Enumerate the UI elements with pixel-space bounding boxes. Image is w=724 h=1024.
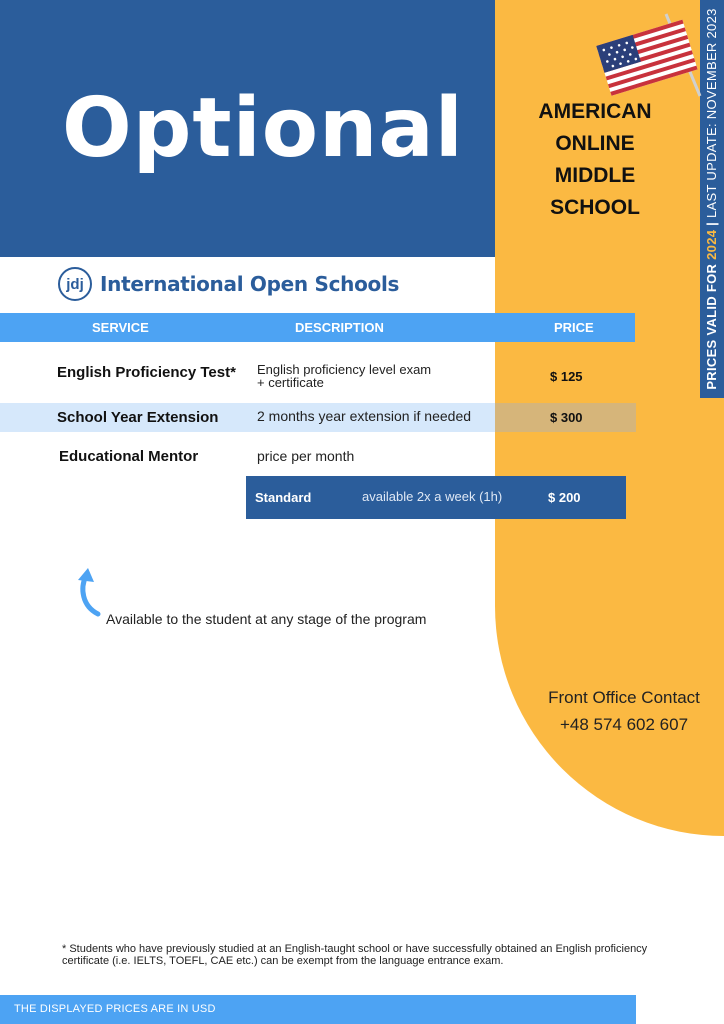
row-description: price per month — [257, 448, 355, 464]
availability-note: Available to the student at any stage of the program — [106, 611, 427, 627]
curved-arrow-icon — [74, 566, 104, 618]
row-description-line: + certificate — [257, 375, 324, 390]
row-service: Educational Mentor — [59, 448, 199, 465]
us-flag-icon — [596, 8, 702, 98]
column-header-service: SERVICE — [92, 320, 149, 335]
validity-text — [700, 0, 724, 398]
row-service: English Proficiency Test* — [57, 364, 236, 381]
mentor-standard-option — [246, 476, 626, 519]
option-name: Standard — [255, 490, 312, 505]
logo — [58, 264, 399, 304]
school-name-line: SCHOOL — [550, 196, 640, 219]
option-description: available 2x a week (1h) — [362, 489, 503, 504]
logo-text: International Open Schools — [100, 272, 400, 296]
school-name — [520, 96, 670, 224]
last-update-text: LAST UPDATE: NOVEMBER 2023 — [704, 8, 719, 218]
validity-year: 2024 — [704, 229, 719, 260]
validity-prefix: PRICES VALID FOR — [704, 259, 719, 390]
option-price: $ 200 — [548, 490, 581, 505]
row-service: School Year Extension — [57, 409, 219, 426]
school-name-line: ONLINE — [555, 132, 635, 155]
row-description: 2 months year extension if needed — [257, 408, 472, 424]
column-header-price: PRICE — [554, 320, 594, 335]
row-price: $ 125 — [550, 369, 583, 384]
school-name-line: MIDDLE — [554, 164, 636, 187]
footnote: * Students who have previously studied at an English-taught school or have successfully obtained an English proficiency certificate (i.e. IELTS, TOEFL, CAE etc.) can be exempt from the language entrance exam. — [62, 943, 648, 967]
contact-label: Front Office Contact — [548, 688, 700, 707]
column-header-description: DESCRIPTION — [295, 320, 384, 335]
footer-bar — [0, 995, 636, 1024]
page-title: Optional — [62, 81, 464, 176]
contact-phone[interactable]: +48 574 602 607 — [559, 715, 689, 734]
validity-separator: | — [704, 217, 719, 230]
logo-mark-icon: jdj — [58, 267, 92, 301]
row-description-line: English proficiency level exam — [257, 362, 432, 377]
table-header — [0, 313, 635, 342]
row-price: $ 300 — [550, 410, 583, 425]
footer-text: THE DISPLAYED PRICES ARE IN USD — [14, 1003, 216, 1015]
row-description — [257, 363, 431, 389]
school-name-line: AMERICAN — [538, 100, 652, 123]
